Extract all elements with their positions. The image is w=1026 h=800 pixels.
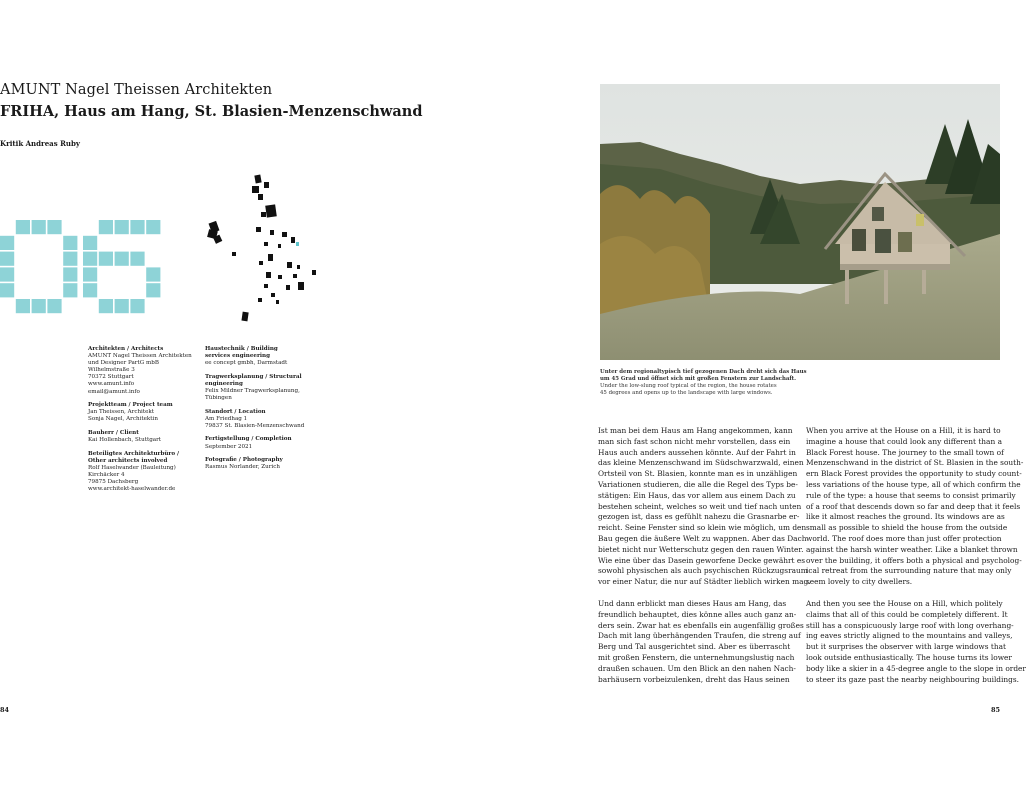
text-line: Haus auch anders aussehen könnte. Auf der Fahrt in bbox=[598, 447, 796, 457]
text-line: small as possible to shield the house from the outside bbox=[806, 523, 1008, 533]
number-tile bbox=[83, 283, 97, 297]
credit-block bbox=[88, 402, 196, 423]
text-line: to steer its gaze past the nearby neighbouring buildings. bbox=[806, 674, 1020, 684]
text-line: stätigen: Ein Haus, das vor allem aus einem Dach zu bbox=[598, 490, 796, 500]
credit-label: Projektteam / Project team bbox=[88, 402, 173, 409]
text-line: vor einer Natur, die nur auf Städter lieblich wirken mag. bbox=[598, 577, 811, 587]
credit-value: www.amunt.info bbox=[88, 381, 135, 388]
credit-value: www.architekt-haselwander.de bbox=[88, 486, 176, 493]
house-on-hill-image bbox=[600, 84, 1000, 360]
credit-label: Fertigstellung / Completion bbox=[205, 436, 292, 443]
text-line: ing eaves strictly aligned to the mountains and valleys, bbox=[806, 631, 1013, 641]
credit-label: Bauherr / Client bbox=[88, 429, 139, 436]
text-line: body like a skier in a 45-degree angle to the slope in order bbox=[806, 663, 1026, 673]
number-tile bbox=[0, 267, 14, 281]
number-tile bbox=[63, 252, 77, 266]
credit-value: 79875 Dachsberg bbox=[88, 479, 139, 485]
credit-block bbox=[88, 451, 196, 494]
number-tile bbox=[32, 299, 46, 313]
number-tile bbox=[47, 299, 61, 313]
text-line: Menzenschwand in the district of St. Blasien in the south- bbox=[806, 458, 1024, 468]
caption-german-line-2: um 45 Grad und öffnet sich mit großen Fenstern zur Landschaft. bbox=[600, 376, 797, 383]
text-line: Berg und Tal ausgerichtet sind. Aber es überrascht bbox=[598, 642, 791, 652]
text-line: against the harsh winter weather. Like a blanket thrown bbox=[806, 544, 1018, 554]
credit-block bbox=[205, 374, 320, 402]
text-line: rule of the type: a house that seems to consist primarily bbox=[806, 490, 1016, 500]
text-line: Dach mit lang überhängenden Traufen, die streng auf bbox=[598, 631, 801, 641]
number-tile bbox=[115, 299, 129, 313]
number-tile bbox=[99, 252, 113, 266]
english-paragraph-2 bbox=[806, 599, 1026, 685]
text-line: but it surprises the observer with large windows that bbox=[806, 642, 1007, 652]
number-tile bbox=[115, 220, 129, 234]
photo-caption bbox=[600, 369, 815, 397]
text-line: barhäusern vorbeizulenken, dreht das Haus seinen bbox=[598, 674, 790, 684]
text-line: ders sein. Zwar hat es ebenfalls ein augenfällig großes bbox=[598, 620, 804, 630]
credit-value: Wilhelmstraße 3 bbox=[88, 367, 135, 374]
credit-block bbox=[88, 430, 196, 444]
text-line: Ortsteil von St. Blasien, konnte man es in unzähligen bbox=[598, 469, 798, 479]
number-tile bbox=[83, 267, 97, 281]
text-line: ical retreat from the surrounding nature that may only bbox=[806, 566, 1012, 576]
caption-german-line-1: Unter dem regionaltypisch tief gezogenen Dach dreht sich das Haus bbox=[600, 369, 807, 375]
architect-firm-name: AMUNT Nagel Theissen Architekten bbox=[0, 82, 273, 98]
caption-english-line-1: Under the low-slung roof typical of the region, the house rotates bbox=[600, 383, 777, 390]
credit-label: engineering bbox=[205, 380, 243, 387]
text-line: gezogen ist, dass es gefühlt nahezu die Grasnarbe er- bbox=[598, 512, 800, 522]
credit-block bbox=[205, 409, 320, 430]
text-line: bietet nicht nur Wetterschutz gegen den rauen Winter. bbox=[598, 544, 804, 554]
number-tile bbox=[99, 299, 113, 313]
text-line: of a roof that descends down so far and deep that it feels bbox=[806, 501, 1021, 511]
number-tile bbox=[0, 252, 14, 266]
number-tile bbox=[99, 220, 113, 234]
text-line: imagine a house that could look any different than a bbox=[806, 436, 1002, 446]
german-paragraph-2 bbox=[598, 599, 804, 685]
credit-label: Standort / Location bbox=[205, 408, 266, 415]
number-tile bbox=[16, 299, 30, 313]
credit-value: Rasmus Norlander, Zurich bbox=[205, 464, 280, 471]
text-line: still has a conspicuously large roof with long overhang- bbox=[806, 620, 1014, 630]
credit-value: Jan Theissen, Architekt bbox=[88, 409, 155, 416]
credit-value: Kai Hollenbach, Stuttgart bbox=[88, 437, 162, 444]
house-photo bbox=[600, 84, 1000, 360]
text-line: world. The roof does more than just offer protection bbox=[806, 533, 1002, 543]
credit-value: Felix Mildner Tragwerksplanung, bbox=[205, 387, 300, 394]
number-tile bbox=[0, 283, 14, 297]
number-tile bbox=[115, 252, 129, 266]
credit-value: und Designer PartG mbB bbox=[88, 360, 159, 367]
credit-value: September 2021 bbox=[205, 443, 253, 450]
credit-label: Fotografie / Photography bbox=[205, 457, 283, 464]
number-tile bbox=[146, 220, 160, 234]
text-line: like it almost reaches the ground. Its windows are as bbox=[806, 512, 1005, 522]
credit-block bbox=[205, 346, 320, 367]
text-line: Wie eine über das Dasein geworfene Decke gewährt es bbox=[598, 555, 806, 565]
text-line: ern Black Forest provides the opportunity to study count- bbox=[806, 469, 1022, 479]
text-line: claims that all of this could be completely different. It bbox=[806, 609, 1008, 619]
number-tile bbox=[63, 236, 77, 250]
number-tile bbox=[83, 252, 97, 266]
credit-value: ee concept gmbh, Darmstadt bbox=[205, 360, 288, 367]
text-line: over the building, it offers both a physical and psycholog- bbox=[806, 555, 1022, 565]
text-line: Bau gegen die äußere Welt zu wappnen. Aber das Dach bbox=[598, 533, 807, 543]
page-number-right: 85 bbox=[990, 706, 1000, 714]
number-tile bbox=[16, 220, 30, 234]
text-line: das kleine Menzenschwand im Südschwarzwald, einen bbox=[598, 458, 804, 468]
credits-column-1 bbox=[88, 346, 196, 500]
credit-value: Am Friedhag 1 bbox=[205, 415, 248, 422]
credit-value: 70372 Stuttgart bbox=[88, 374, 134, 381]
project-title: FRIHA, Haus am Hang, St. Blasien-Menzenschwand bbox=[0, 103, 423, 120]
credit-value: Sonja Nagel, Architektin bbox=[88, 416, 158, 423]
credit-label: Architekten / Architects bbox=[88, 346, 164, 352]
text-line: draußen schauen. Um den Blick an den nahen Nach- bbox=[598, 663, 796, 673]
number-tile bbox=[47, 220, 61, 234]
credits-column-2 bbox=[205, 346, 320, 478]
german-paragraph-1 bbox=[598, 426, 811, 588]
number-tile bbox=[32, 220, 46, 234]
credit-label: Other architects involved bbox=[88, 457, 168, 464]
number-tile bbox=[146, 283, 160, 297]
text-line: seem lovely to city dwellers. bbox=[806, 577, 913, 587]
number-tile bbox=[130, 220, 144, 234]
text-line: sowohl physischen als auch psychischen Rückzugsraum bbox=[598, 566, 808, 576]
text-line: look outside enthusiastically. The house turns its lower bbox=[806, 652, 1012, 662]
english-paragraph-1 bbox=[806, 426, 1024, 588]
text-line: Variationen studieren, die alle die Regel des Typs be- bbox=[598, 479, 798, 489]
text-line: reicht. Seine Fenster sind so klein wie möglich, um den bbox=[598, 523, 807, 533]
number-tile bbox=[0, 236, 14, 250]
text-line: less variations of the house type, all of which confirm the bbox=[806, 479, 1021, 489]
credit-block bbox=[205, 436, 320, 450]
number-tile bbox=[83, 236, 97, 250]
credit-value: 79837 St. Blasien-Menzenschwand bbox=[205, 422, 305, 429]
critic-byline: Kritik Andreas Ruby bbox=[0, 139, 80, 148]
issue-number-graphic bbox=[0, 208, 162, 323]
number-tile bbox=[130, 299, 144, 313]
credit-value: Kirchäcker 4 bbox=[88, 471, 125, 478]
credit-label: Tragwerksplanung / Structural bbox=[205, 373, 302, 380]
credit-value: Tübingen bbox=[205, 395, 232, 402]
text-line: man sich fast schon nicht mehr vorstellen, dass ein bbox=[598, 436, 791, 446]
text-line: Black Forest house. The journey to the small town of bbox=[806, 447, 1004, 457]
credit-value: Rolf Haselwander (Bauleitung) bbox=[88, 464, 176, 471]
page-number-left: 84 bbox=[0, 706, 10, 714]
text-line: mit großen Fenstern, die unternehmungslustig nach bbox=[598, 652, 795, 662]
site-plan-graphic bbox=[200, 172, 325, 327]
number-tile bbox=[63, 283, 77, 297]
text-line: bestehen scheint, welches so weit und tief nach unten bbox=[598, 501, 802, 511]
text-line: And then you see the House on a Hill, which politely bbox=[806, 599, 1003, 608]
text-line: freundlich behauptet, dies könne alles auch ganz an- bbox=[598, 609, 797, 619]
credit-block bbox=[205, 457, 320, 471]
credit-label: services engineering bbox=[205, 353, 270, 360]
number-tile bbox=[63, 267, 77, 281]
text-line: Und dann erblickt man dieses Haus am Hang, das bbox=[598, 599, 787, 608]
number-tile bbox=[130, 252, 144, 266]
credit-label: Haustechnik / Building bbox=[205, 346, 278, 352]
credit-value: email@amunt.info bbox=[88, 388, 140, 395]
credit-value: AMUNT Nagel Theissen Architekten bbox=[88, 353, 192, 360]
text-line: When you arrive at the House on a Hill, it is hard to bbox=[806, 426, 1001, 435]
text-line: Ist man bei dem Haus am Hang angekommen, kann bbox=[598, 426, 793, 435]
caption-english-line-2: 45 degrees and opens up to the landscape with large windows. bbox=[600, 390, 773, 397]
number-tile bbox=[146, 267, 160, 281]
credit-block bbox=[88, 346, 196, 396]
credit-label: Beteiligtes Architekturbüro / bbox=[88, 450, 180, 457]
